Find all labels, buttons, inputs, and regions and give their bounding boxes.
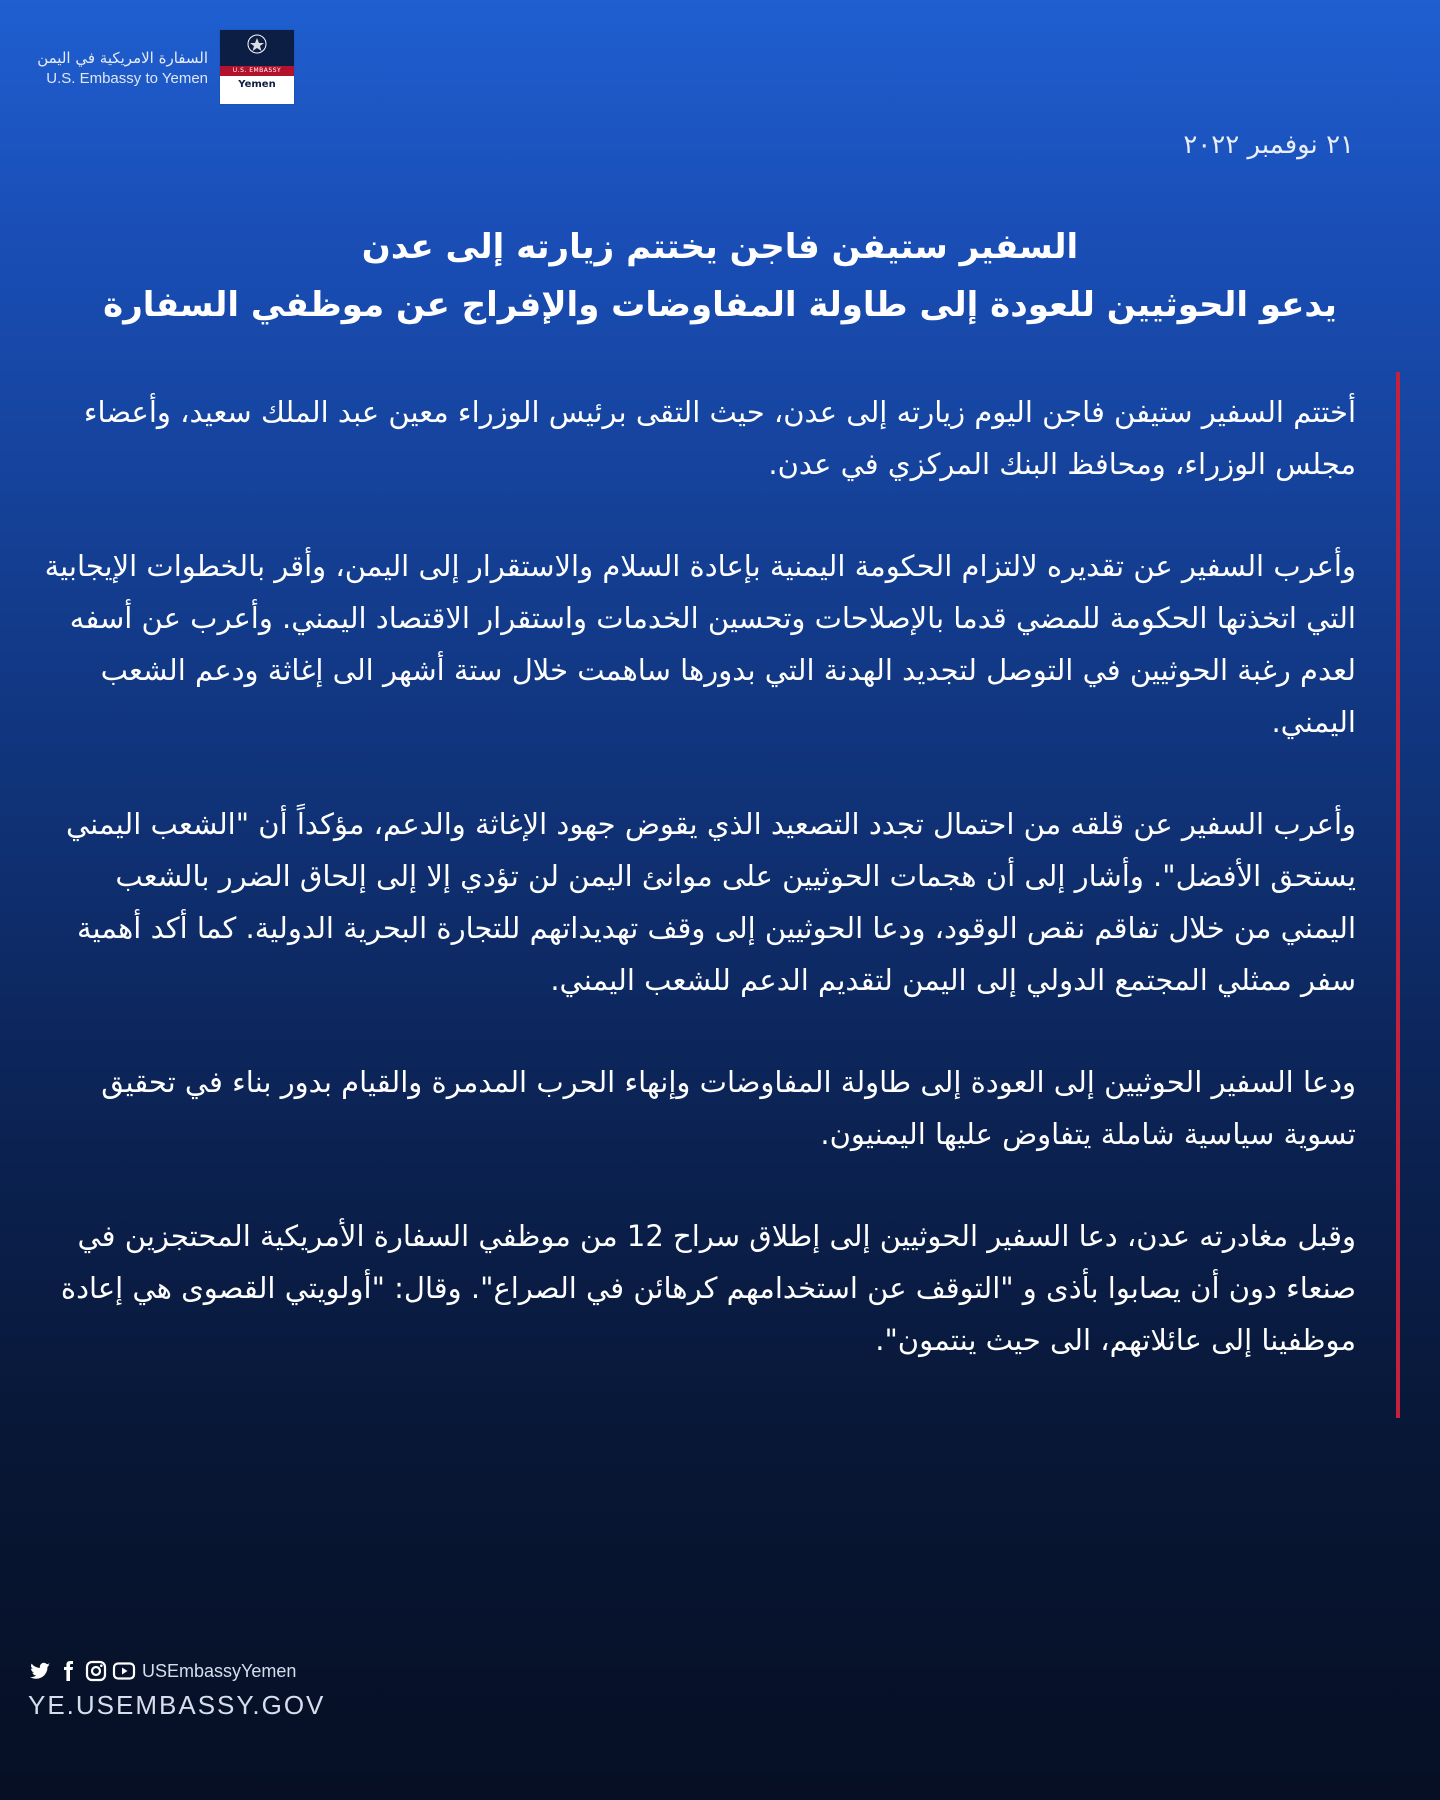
org-name-arabic: السفارة الامريكية في اليمن [37, 49, 208, 67]
headline [80, 218, 1360, 334]
headline-line-2: يدعو الحوثيين للعودة إلى طاولة المفاوضات والإفراج عن موظفي السفارة [103, 285, 1337, 325]
seal-icon [247, 34, 267, 54]
date: ٢١ نوفمبر ٢٠٢٢ [1183, 130, 1354, 160]
paragraph: وقبل مغادرته عدن، دعا السفير الحوثيين إلى إطلاق سراح 12 من موظفي السفارة الأمريكية المحتجزين في صنعاء دون أن يصابوا بأذى و "التوقف عن استخدامهم كرهائن في الصراع". وقال: "أولويتي القصوى هي إعادة موظفينا إلى عائلاتهم، الى حيث ينتمون". [60, 1219, 1356, 1357]
facebook-icon[interactable] [56, 1659, 80, 1683]
paragraph: ودعا السفير الحوثيين إلى العودة إلى طاولة المفاوضات وإنهاء الحرب المدمرة والقيام بدور بناء في تحقيق تسوية سياسية شاملة يتفاوض عليها اليمنيون. [101, 1065, 1356, 1151]
twitter-icon[interactable] [28, 1659, 52, 1683]
paragraph: أختتم السفير ستيفن فاجن اليوم زيارته إلى عدن، حيث التقى برئيس الوزراء معين عبد الملك سعيد، وأعضاء مجلس الوزراء، ومحافظ البنك المركزي في عدن. [83, 395, 1356, 481]
social-handle[interactable]: USEmbassyYemen [142, 1660, 297, 1681]
accent-bar [1396, 372, 1400, 1418]
badge-country: Yemen [238, 79, 276, 90]
headline-line-1: السفير ستيفن فاجن يختتم زيارته إلى عدن [361, 227, 1079, 267]
logo-text [37, 48, 208, 90]
website-link[interactable]: YE.USEMBASSY.GOV [28, 1690, 326, 1720]
footer [28, 1656, 328, 1722]
youtube-icon[interactable] [112, 1659, 136, 1683]
paragraph: وأعرب السفير عن قلقه من احتمال تجدد التصعيد الذي يقوض جهود الإغاثة والدعم، مؤكداً أن "الشعب اليمني يستحق الأفضل". وأشار إلى أن هجمات الحوثيين على موانئ اليمن لن تؤدي إلا إلى إلحاق الضرر بالشعب اليمني من خلال تفاقم نقص الوقود، ودعا الحوثيين إلى وقف تهديداتهم للتجارة البحرية الدولية. كما أكد أهمية سفر ممثلي المجتمع الدولي إلى اليمن لتقديم الدعم للشعب اليمني. [65, 807, 1356, 997]
social-row [28, 1656, 328, 1686]
paragraph: وأعرب السفير عن تقديره لالتزام الحكومة اليمنية بإعادة السلام والاستقرار إلى اليمن، وأقر بالخطوات الإيجابية التي اتخذتها الحكومة للمضي قدما بالإصلاحات وتحسين الخدمات واستقرار الاقتصاد اليمني. وأعرب عن أسفه لعدم رغبة الحوثيين في التوصل لتجديد الهدنة التي بدورها ساهمت خلال ستة أشهر الى إغاثة ودعم الشعب اليمني. [44, 549, 1356, 739]
instagram-icon[interactable] [84, 1659, 108, 1683]
statement-body [40, 386, 1356, 1416]
badge-strip: U.S. EMBASSY [220, 66, 294, 76]
embassy-badge [220, 30, 294, 104]
org-name-english: U.S. Embassy to Yemen [46, 70, 208, 87]
embassy-logo [24, 30, 294, 106]
